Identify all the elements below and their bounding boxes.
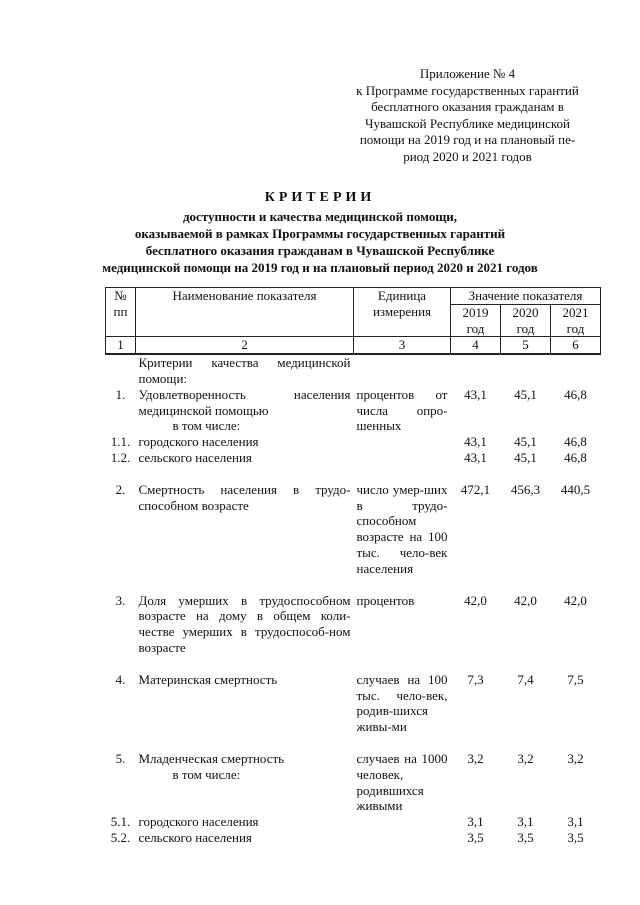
header-value: Значение показателя — [451, 288, 601, 305]
unit-of-measure — [354, 830, 451, 846]
value-2021: 46,8 — [564, 449, 587, 465]
indicator-name: Младенческая смертность в том числе: — [138, 750, 285, 782]
value-2020: 45,1 — [514, 449, 537, 465]
unit-of-measure: процентов — [356, 592, 415, 608]
header-num: № пп — [106, 288, 136, 337]
appendix-line: к Программе государственных гарантий — [356, 82, 579, 98]
value-2020: 3,5 — [517, 829, 534, 845]
appendix-line: помощи на 2019 год и на плановый пе- — [359, 132, 576, 147]
value-2021: 46,8 — [564, 386, 587, 402]
table-row — [106, 672, 601, 735]
value-2020: 42,0 — [514, 592, 537, 608]
unit-of-measure — [354, 450, 451, 466]
column-numbers-row: 1 2 3 4 5 6 — [106, 337, 601, 354]
table-row — [106, 387, 601, 434]
header-unit: Единица измерения — [354, 288, 451, 337]
table-row — [106, 751, 601, 814]
indicator-name: городского населения — [138, 814, 259, 830]
table-row — [106, 434, 601, 450]
section-title: Критерии качества медицинской помощи: — [138, 355, 351, 386]
unit-of-measure: число умер-ших в трудо-способном возрасте на 100 тыс. чело-век населения — [356, 481, 448, 576]
value-2019: 7,3 — [467, 671, 484, 687]
appendix-header — [340, 66, 595, 165]
value-2020: 45,1 — [514, 434, 537, 450]
value-2020: 7,4 — [517, 671, 534, 687]
unit-of-measure — [354, 434, 451, 450]
row-number: 5. — [115, 750, 126, 766]
row-number: 3. — [115, 592, 126, 608]
value-2020: 456,3 — [510, 481, 541, 497]
document-subtitle-line: бесплатного оказания гражданам в Чувашской Республике — [145, 243, 495, 258]
spacer-row — [106, 577, 601, 593]
row-number: 2. — [115, 481, 126, 497]
header-year-2021: 2021 год — [551, 304, 601, 337]
criteria-table — [105, 287, 601, 846]
row-number: 1.2. — [110, 449, 131, 465]
document-subtitle-line: оказываемой в рамках Программы государственных гарантий — [134, 226, 506, 241]
indicator-name: Удовлетворенность населения медицинской помощью в том числе: — [138, 386, 351, 434]
value-2019: 3,1 — [467, 814, 484, 830]
value-2020: 3,1 — [517, 814, 534, 830]
unit-of-measure: случаев на 1000 человек, родившихся живыми — [356, 750, 448, 814]
indicator-name: Доля умерших в трудоспособном возрасте на дому в общем коли-честве умерших в трудоспособ-ном возрасте — [138, 592, 351, 655]
value-2019: 43,1 — [464, 449, 487, 465]
value-2019: 43,1 — [464, 386, 487, 402]
header-name: Наименование показателя — [136, 288, 354, 337]
value-2019: 43,1 — [464, 434, 487, 450]
table-row — [106, 593, 601, 656]
value-2021: 42,0 — [564, 592, 587, 608]
subitem-label: в том числе: — [172, 766, 241, 782]
unit-of-measure: случаев на 100 тыс. чело-век, родив-шихся живы-ми — [356, 671, 448, 735]
indicator-name: сельского населения — [138, 829, 252, 845]
spacer-row — [106, 656, 601, 672]
subitem-label: в том числе: — [172, 418, 241, 434]
value-2021: 7,5 — [567, 671, 584, 687]
value-2019: 3,5 — [467, 829, 484, 845]
value-2021: 3,2 — [567, 750, 584, 766]
value-2021: 440,5 — [560, 481, 591, 497]
document-subtitle-line: медицинской помощи на 2019 год и на плановый период 2020 и 2021 годов — [102, 260, 538, 275]
appendix-line: бесплатного оказания гражданам в — [371, 99, 564, 114]
value-2021: 46,8 — [564, 434, 587, 450]
row-number: 1. — [115, 386, 126, 402]
row-number: 4. — [115, 671, 126, 687]
table-row — [106, 482, 601, 577]
header-year-2020: 2020 год — [501, 304, 551, 337]
value-2019: 42,0 — [464, 592, 487, 608]
indicator-name: Смертность населения в трудо-способном возрасте — [138, 481, 351, 513]
appendix-line: Чувашской Республике медицинской — [365, 115, 570, 131]
spacer-row — [106, 466, 601, 482]
spacer-row — [106, 735, 601, 751]
table-row — [106, 830, 601, 846]
indicator-name: сельского населения — [138, 449, 252, 465]
value-2021: 3,5 — [567, 829, 584, 845]
row-number: 1.1. — [110, 434, 131, 450]
table-row — [106, 814, 601, 830]
appendix-line: Приложение № 4 — [419, 66, 516, 81]
header-year-2019: 2019 год — [451, 304, 501, 337]
unit-of-measure: процентов от числа опро-шенных — [356, 386, 448, 434]
value-2019: 3,2 — [467, 750, 484, 766]
value-2020: 3,2 — [517, 750, 534, 766]
section-title-row — [106, 354, 601, 387]
value-2021: 3,1 — [567, 814, 584, 830]
row-number: 5.2. — [110, 829, 131, 845]
row-number: 5.1. — [110, 814, 131, 830]
document-subtitle-line: доступности и качества медицинской помощи, — [182, 209, 458, 224]
appendix-line: риод 2020 и 2021 годов — [403, 148, 532, 164]
indicator-name: городского населения — [138, 434, 259, 450]
table-row — [106, 450, 601, 466]
value-2020: 45,1 — [514, 386, 537, 402]
unit-of-measure — [354, 814, 451, 830]
indicator-name: Материнская смертность — [138, 671, 278, 687]
document-title: КРИТЕРИИ — [264, 190, 376, 205]
value-2019: 472,1 — [460, 481, 491, 497]
